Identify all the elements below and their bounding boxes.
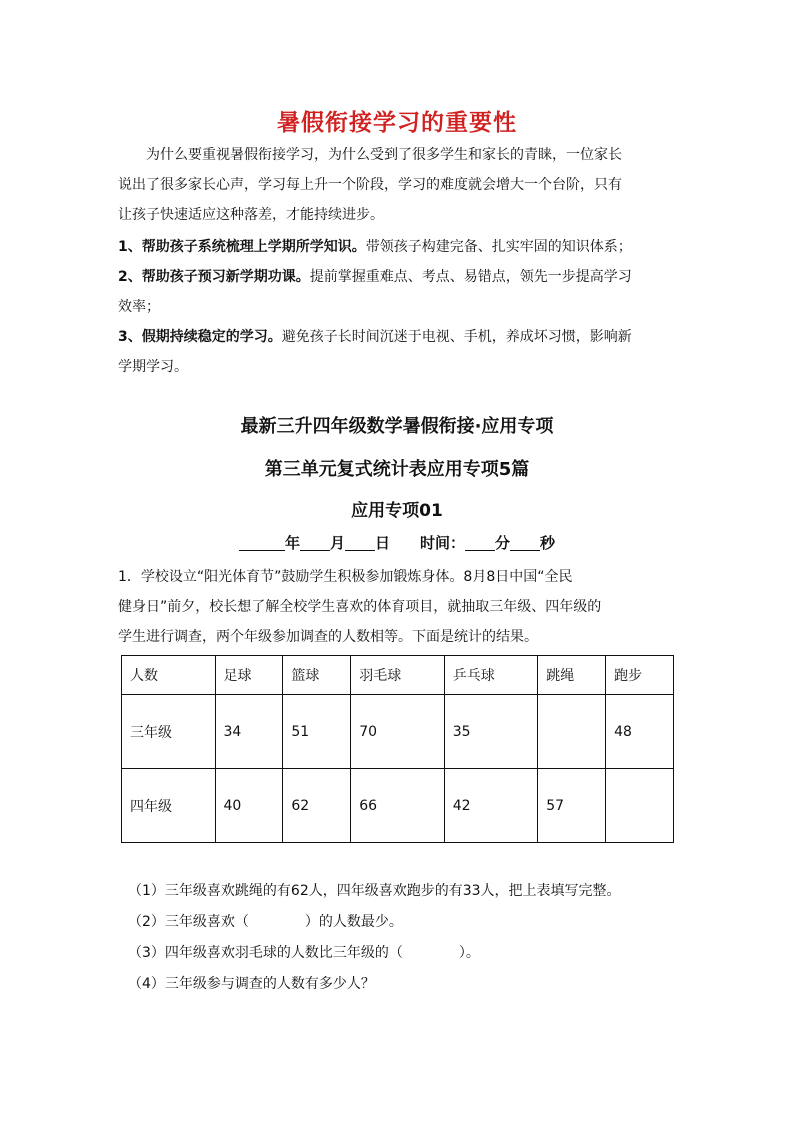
- table-cell: 三年级: [122, 695, 216, 769]
- benefit-lead: 3、假期持续稳定的学习。: [118, 329, 282, 345]
- table-cell: 66: [351, 769, 445, 843]
- second-blank[interactable]: [510, 534, 540, 551]
- benefit-item: [118, 232, 678, 262]
- question-1: （1）三年级喜欢跳绳的有62人，四年级喜欢跑步的有33人，把上表填写完整。: [128, 883, 621, 899]
- minute-blank[interactable]: [465, 534, 495, 551]
- table-cell: 70: [351, 695, 445, 769]
- year-blank[interactable]: [239, 534, 285, 551]
- section-subtitle: 第三单元复式统计表应用专项5篇: [264, 459, 530, 480]
- intro-line: 让孩子快速适应这种落差，才能持续进步。: [118, 207, 384, 223]
- intro-line: 说出了很多家长心声，学习每上升一个阶段，学习的难度就会增大一个台阶，只有: [118, 177, 622, 193]
- minute-label: 分: [495, 534, 511, 552]
- table-header-cell: 篮球: [283, 656, 351, 695]
- table-cell: 42: [444, 769, 538, 843]
- table-cell: 62: [283, 769, 351, 843]
- problem-line: 学生进行调查，两个年级参加调查的人数相等。下面是统计的结果。: [118, 629, 538, 645]
- table-row: [122, 769, 674, 843]
- table-cell: 34: [215, 695, 283, 769]
- table-cell[interactable]: [606, 769, 674, 843]
- table-header-cell: 足球: [215, 656, 283, 695]
- intro-line: 为什么要重视暑假衔接学习，为什么受到了很多学生和家长的青睐，一位家长: [146, 147, 622, 163]
- question-2: （2）三年级喜欢（ ）的人数最少。: [128, 914, 403, 930]
- table-cell: 57: [538, 769, 606, 843]
- benefit-list: [118, 232, 678, 382]
- question-3: （3）四年级喜欢羽毛球的人数比三年级的（ ）。: [128, 945, 480, 961]
- table-header-row: [122, 656, 674, 695]
- benefit-text: 提前掌握重难点、考点、易错点，领先一步提高学习: [309, 269, 632, 285]
- table-cell: 四年级: [122, 769, 216, 843]
- table-header-cell: 跳绳: [538, 656, 606, 695]
- section-title: 最新三升四年级数学暑假衔接·应用专项: [240, 416, 554, 437]
- problem-line: 1．学校设立“阳光体育节”鼓励学生积极参加锻炼身体。8月8日中国“全民: [118, 569, 573, 585]
- page-title: 暑假衔接学习的重要性: [277, 110, 517, 136]
- month-label: 月: [329, 534, 345, 552]
- benefit-lead: 2、帮助孩子预习新学期功课。: [118, 269, 310, 285]
- table-header-cell: 跑步: [606, 656, 674, 695]
- table-row: [122, 695, 674, 769]
- benefit-text: 避免孩子长时间沉迷于电视、手机，养成坏习惯，影响新: [281, 329, 632, 345]
- problem-line: 健身日”前夕，校长想了解全校学生喜欢的体育项目，就抽取三年级、四年级的: [118, 599, 602, 615]
- stats-table: [121, 655, 674, 843]
- table-cell: 40: [215, 769, 283, 843]
- table-cell: 48: [606, 695, 674, 769]
- problem-text: [118, 562, 678, 652]
- table-header-cell: 羽毛球: [351, 656, 445, 695]
- day-label: 日: [374, 534, 390, 552]
- table-header-cell: 人数: [122, 656, 216, 695]
- question-4: （4）三年级参与调查的人数有多少人？: [128, 976, 375, 992]
- intro-paragraph: [118, 140, 678, 230]
- second-label: 秒: [540, 534, 556, 552]
- month-blank[interactable]: [300, 534, 330, 551]
- benefit-lead: 1、帮助孩子系统梳理上学期所学知识。: [118, 239, 366, 255]
- benefit-cont: 学期学习。: [118, 359, 188, 375]
- benefit-cont: 效率；: [118, 299, 160, 315]
- benefit-item: [118, 322, 678, 352]
- benefit-text: 带领孩子构建完备、扎实牢固的知识体系；: [365, 239, 632, 255]
- table-cell[interactable]: [538, 695, 606, 769]
- table-header-cell: 乒乓球: [444, 656, 538, 695]
- table-cell: 51: [283, 695, 351, 769]
- day-blank[interactable]: [345, 534, 375, 551]
- table-cell: 35: [444, 695, 538, 769]
- benefit-item: [118, 262, 678, 292]
- date-time-line: [0, 532, 794, 553]
- time-label: 时间：: [420, 534, 466, 552]
- section-heading: 应用专项01: [351, 501, 443, 521]
- year-label: 年: [284, 534, 300, 552]
